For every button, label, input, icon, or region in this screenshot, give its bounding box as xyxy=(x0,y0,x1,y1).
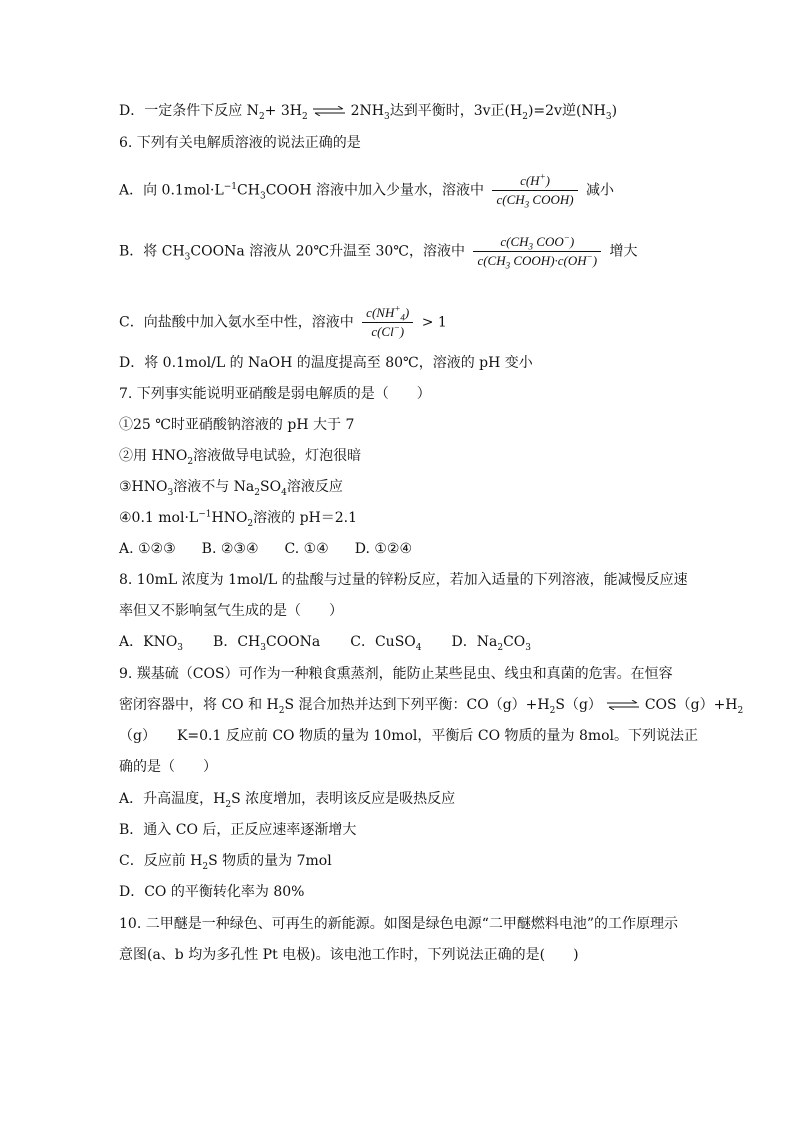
q5-option-d: D．一定条件下反应 $N_2+ 3H_2$ $2NH_3$达到平衡时，3v正$(H_2)=2v$逆$(NH_3)$ xyxy=(119,103,618,122)
q8-stem-line1: 8. 10mL 浓度为 1mol/L 的盐酸与过量的锌粉反应，若加入适量的下列溶液，能减慢反应速 xyxy=(119,572,688,588)
q7-item-2: ②用 $HNO_2$溶液做导电试验，灯泡很暗 xyxy=(119,448,362,467)
q9-stem-line4: 确的是（ ） xyxy=(119,759,217,775)
q6b-fraction: $\frac{c(CH_3 COO^-)}{c(CH_3 COOH)\cdot c(OH^-)}$ xyxy=(473,233,601,270)
q6c-fraction: $\frac{c(NH^+_4)}{c(Cl^-)}$ xyxy=(362,304,413,341)
q7-item-1: ①25 ℃时亚硝酸钠溶液的 pH 大于 7 xyxy=(119,417,355,433)
q7-option-a[interactable]: A. ①②③ xyxy=(119,541,176,557)
q7-options xyxy=(119,539,412,559)
q9-stem-line1: 9. 羰基硫（COS）可作为一种粮食熏蒸剂，能防止某些昆虫、线虫和真菌的危害。在恒容 xyxy=(119,666,673,682)
q6a-fraction: $\frac{c(H^+)}{c(CH_3 COOH)}$ xyxy=(492,172,577,209)
q9-stem-line2: 密闭容器中，将 CO 和 $H_2S$ 混合加热并达到下列平衡：$CO(g)+H_2S(g)$ $COS(g)+H_2$ xyxy=(119,697,744,716)
q9-option-a[interactable]: A．升高温度，$H_2S$ 浓度增加，表明该反应是吸热反应 xyxy=(119,791,456,810)
q10-stem-line2: 意图(a、b 均为多孔性 Pt 电极)。该电池工作时，下列说法正确的是( ) xyxy=(119,947,579,963)
q7-option-c[interactable]: C. ①④ xyxy=(284,541,329,557)
q6-option-d: D．将 0.1mol/L 的 NaOH 的温度提高至 80℃，溶液的 pH 变小 xyxy=(119,355,533,371)
q6-option-a: A．向 $0.1mol\cdot L^{-1}CH_3COOH$ 溶液中加入少量水，溶液中 $\frac{c(H^+)}{c(CH_3 COOH)}$ 减小 xyxy=(119,171,615,210)
q9-option-c[interactable]: C．反应前 $H_2S$ 物质的量为 7mol xyxy=(119,853,332,872)
q9-stem-line3: （g） K=0.1 反应前 CO 物质的量为 10mol，平衡后 CO 物质的量为 8mol。下列说法正 xyxy=(119,728,699,744)
q8-option-c[interactable]: C．CuSO$_4$ xyxy=(350,634,422,653)
q6-stem: 6. 下列有关电解质溶液的说法正确的是 xyxy=(119,135,361,151)
equilibrium-arrow-icon xyxy=(312,106,346,116)
q7-item-4: ④0.1 $mol\cdot L^{-1}HNO_2$溶液的 pH＝2.1 xyxy=(119,509,358,529)
q6-option-c: C．向盐酸中加入氨水至中性，溶液中 $\frac{c(NH^+_4)}{c(Cl^-)}$ > 1 xyxy=(119,303,447,339)
q7-item-3: $③HNO_3$溶液不与 $Na_2SO_4$溶液反应 xyxy=(119,479,343,498)
q7-option-d[interactable]: D. ①②④ xyxy=(354,541,413,557)
q7-option-b[interactable]: B. ②③④ xyxy=(201,541,259,557)
q8-stem-line2: 率但又不影响氢气生成的是（ ） xyxy=(119,603,343,619)
q9-option-b[interactable]: B．通入 CO 后，正反应速率逐渐增大 xyxy=(119,822,357,838)
q6-option-b: B．将 $CH_3COONa$ 溶液从 20℃升温至 30℃，溶液中 $\frac{c(CH_3 COO^-)}{c(CH_3 COOH)\cdot c(OH^-)}$ 增大 xyxy=(119,232,638,271)
q9-option-d[interactable]: D．CO 的平衡转化率为 80% xyxy=(119,884,305,900)
q8-options xyxy=(119,632,531,652)
q7-stem: 7. 下列事实能说明亚硝酸是弱电解质的是（ ） xyxy=(119,386,431,402)
q8-option-a[interactable]: A．$KNO_3$ xyxy=(119,634,184,653)
q8-option-b[interactable]: B．$CH_3COONa$ xyxy=(213,634,321,653)
equilibrium-arrow-icon xyxy=(606,700,640,710)
q10-stem-line1: 10. 二甲醚是一种绿色、可再生的新能源。如图是绿色电源“二甲醚燃料电池”的工作原理示 xyxy=(119,916,679,932)
q8-option-d[interactable]: D．$Na_2CO_3$ xyxy=(451,634,531,653)
